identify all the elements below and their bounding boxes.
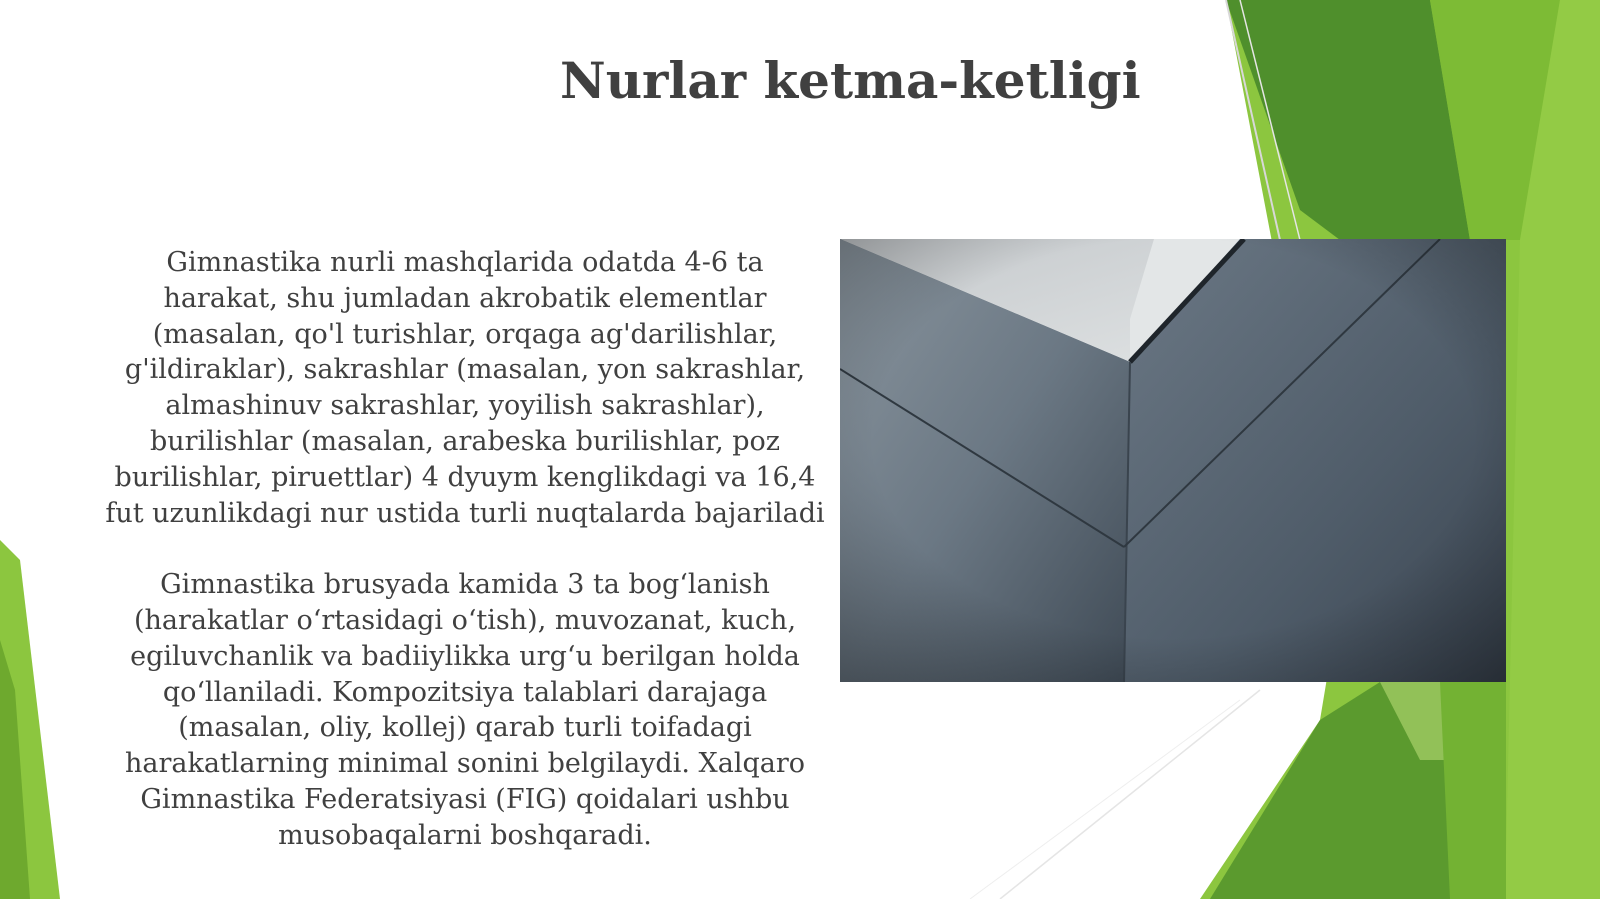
architecture-photo [840,239,1506,682]
photo-vignette [840,239,1506,682]
green-facet-lower-mid [1440,682,1506,899]
paragraph-2: Gimnastika brusyada kamida 3 ta bog‘lanish (harakatlar o‘rtasidagi o‘tish), muvozanat, kuch, egiluvchanlik va badiiylikka urg‘u berilgan holda qo‘llaniladi. Kompozitsiya talablari darajaga (masalan, oliy, kollej) qarab turli toifadagi harakatlarning minimal sonini belgilaydi. Xalqaro Gimnastika Federatsiyasi (FIG) qoidalari ushbu musobaqalarni boshqaradi. [124,569,806,851]
paragraph-1: Gimnastika nurli mashqlarida odatda 4-6 ta harakat, shu jumladan akrobatik elementlar (masalan, qo'l turishlar, orqaga ag'darilishlar, g'ildiraklar), sakrashlar (masalan, yon sakrashlar, almashinuv sakrashlar, yoyilish sakrashlar), burilishlar (masalan, arabeska burilishlar, poz burilishlar, piruettlar) 4 dyuym kenglikdagi va 16,4 fut uzunlikdagi nur ustida turli nuqtalarda bajariladi [105,247,825,529]
slide-title: Nurlar ketma-ketligi [560,51,1141,110]
paragraph-gap [105,531,825,567]
deco-line-4 [970,700,1240,899]
deco-line-3 [1000,690,1260,899]
body-text [105,245,825,854]
